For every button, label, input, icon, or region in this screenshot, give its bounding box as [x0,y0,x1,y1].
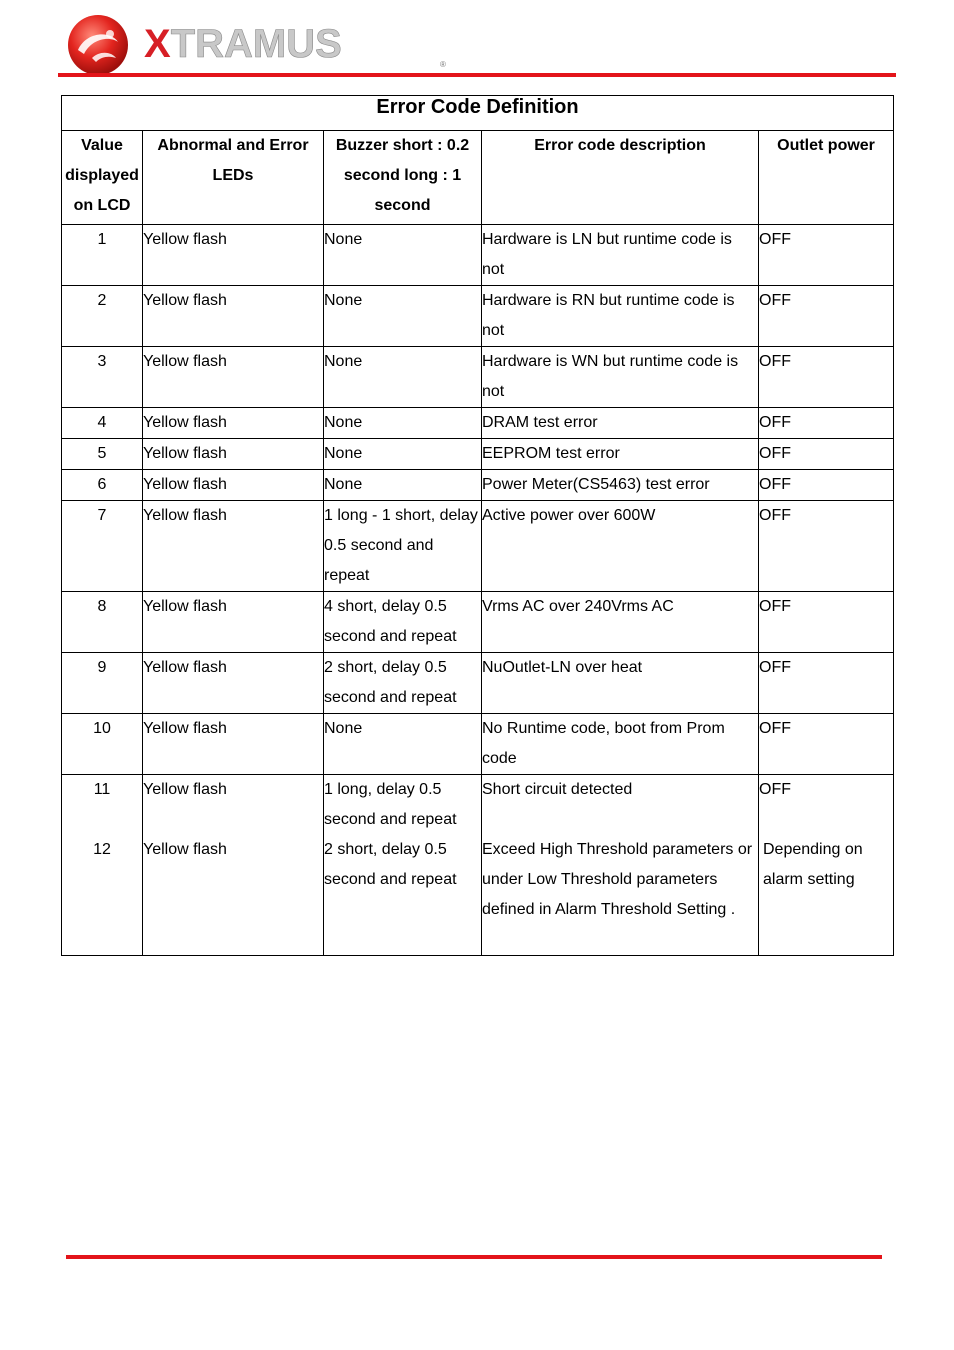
table-row [62,347,894,408]
outlet-power: Depending on alarm setting [763,841,863,888]
brand-initial: X [144,22,171,66]
outlet-power: OFF [759,225,894,286]
table-row [62,653,894,714]
error-description: Hardware is WN but runtime code is not [482,347,759,408]
led-status: Yellow flash [143,286,324,347]
outlet-power: OFF [759,408,894,439]
table-row [62,714,894,775]
buzzer-pattern: 4 short, delay 0.5 second and repeat [324,592,482,653]
outlet-power: OFF [759,714,894,775]
buzzer-pattern: 1 long - 1 short, delay 0.5 second and repeat [324,501,482,592]
buzzer-pattern: 2 short, delay 0.5 second and repeat [324,841,457,888]
column-header: Outlet power [759,131,894,225]
buzzer-pattern: None [324,225,482,286]
error-description: Active power over 600W [482,501,759,592]
column-header: Buzzer short : 0.2 second long : 1 second [324,131,482,225]
outlet-power: OFF [759,781,791,798]
outlet-power: OFF [759,286,894,347]
error-description: Power Meter(CS5463) test error [482,470,759,501]
buzzer-pattern: None [324,439,482,470]
xtramus-swirl-icon [66,12,132,78]
error-value: 11 [93,781,111,798]
table-row [62,408,894,439]
led-status: Yellow flash [143,439,324,470]
table-row [62,775,894,956]
column-header: Value displayed on LCD [62,131,143,225]
error-description: EEPROM test error [482,439,759,470]
led-status: Yellow flash [143,470,324,501]
led-status: Yellow flash [143,347,324,408]
error-value: 8 [62,592,143,653]
buzzer-pattern: None [324,408,482,439]
buzzer-pattern: None [324,714,482,775]
error-description: Vrms AC over 240Vrms AC [482,592,759,653]
error-value: 2 [62,286,143,347]
table-row [62,286,894,347]
footer-rule [66,1255,882,1259]
buzzer-pattern: 2 short, delay 0.5 second and repeat [324,653,482,714]
table-title: Error Code Definition [62,96,894,131]
buzzer-pattern: None [324,286,482,347]
error-value: 4 [62,408,143,439]
error-description: No Runtime code, boot from Prom code [482,714,759,775]
outlet-power: OFF [759,439,894,470]
error-code-table [61,95,894,956]
led-status: Yellow flash [143,408,324,439]
table-row [62,225,894,286]
error-description: DRAM test error [482,408,759,439]
brand-rest: TRAMUS [170,22,342,66]
led-status: Yellow flash [143,714,324,775]
error-description: NuOutlet-LN over heat [482,653,759,714]
error-value: 12 [93,841,111,858]
error-description: Short circuit detected [482,781,633,798]
outlet-power: OFF [759,592,894,653]
outlet-power: OFF [759,470,894,501]
table-row [62,501,894,592]
outlet-power: OFF [759,653,894,714]
header-rule [58,73,896,77]
error-description: Exceed High Threshold parameters or under Low Threshold parameters defined in Alarm Threshold Setting . [482,841,753,918]
error-value: 10 [62,714,143,775]
error-value: 1 [62,225,143,286]
error-value: 3 [62,347,143,408]
error-description: Hardware is LN but runtime code is not [482,225,759,286]
table-row [62,470,894,501]
led-status: Yellow flash [143,781,227,798]
error-description: Hardware is RN but runtime code is not [482,286,759,347]
buzzer-pattern: 1 long, delay 0.5 second and repeat [324,781,457,828]
error-value: 6 [62,470,143,501]
outlet-power: OFF [759,347,894,408]
error-value: 5 [62,439,143,470]
xtramus-logo [66,10,446,76]
led-status: Yellow flash [143,592,324,653]
led-status: Yellow flash [143,653,324,714]
registered-mark: ® [440,60,446,69]
led-status: Yellow flash [143,501,324,592]
buzzer-pattern: None [324,470,482,501]
buzzer-pattern: None [324,347,482,408]
led-status: Yellow flash [143,225,324,286]
brand-wordmark [144,24,342,64]
outlet-power: OFF [759,501,894,592]
table-row [62,592,894,653]
column-header: Abnormal and Error LEDs [143,131,324,225]
led-status: Yellow flash [143,841,227,858]
table-row [62,439,894,470]
error-value: 7 [62,501,143,592]
error-value: 9 [62,653,143,714]
column-header: Error code description [482,131,759,225]
